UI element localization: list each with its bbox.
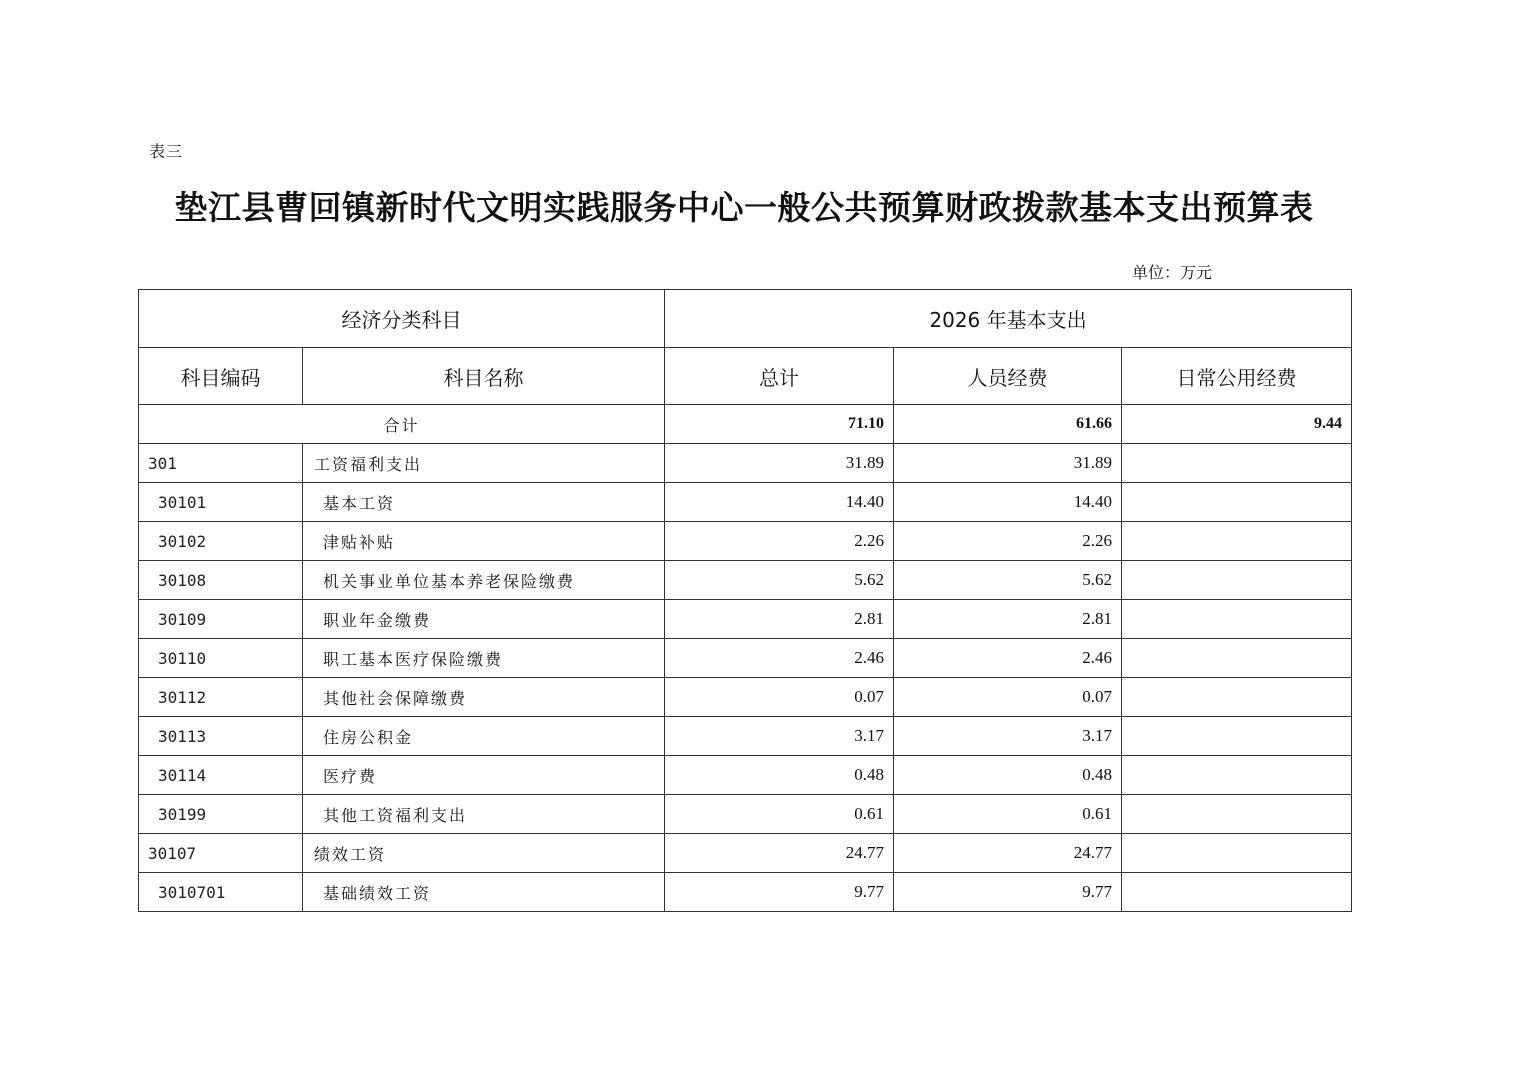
row-total: 0.61 bbox=[665, 795, 894, 834]
total-public: 9.44 bbox=[1122, 405, 1352, 444]
row-personnel: 24.77 bbox=[894, 834, 1122, 873]
header-name: 科目名称 bbox=[303, 348, 665, 405]
table-label: 表三 bbox=[149, 142, 184, 161]
table-row bbox=[139, 444, 1352, 483]
row-total: 0.07 bbox=[665, 678, 894, 717]
header-total: 总计 bbox=[665, 348, 894, 405]
row-name: 住房公积金 bbox=[303, 717, 665, 756]
row-name: 基本工资 bbox=[303, 483, 665, 522]
row-code: 30108 bbox=[139, 561, 303, 600]
row-personnel: 2.81 bbox=[894, 600, 1122, 639]
row-code: 30114 bbox=[139, 756, 303, 795]
row-personnel: 0.61 bbox=[894, 795, 1122, 834]
row-public bbox=[1122, 678, 1352, 717]
row-code: 30107 bbox=[139, 834, 303, 873]
row-personnel: 0.07 bbox=[894, 678, 1122, 717]
row-public bbox=[1122, 639, 1352, 678]
row-total: 2.81 bbox=[665, 600, 894, 639]
row-public bbox=[1122, 522, 1352, 561]
row-name: 医疗费 bbox=[303, 756, 665, 795]
header-economic-category: 经济分类科目 bbox=[139, 290, 665, 348]
table-row bbox=[139, 522, 1352, 561]
row-personnel: 0.48 bbox=[894, 756, 1122, 795]
row-total: 31.89 bbox=[665, 444, 894, 483]
row-public bbox=[1122, 873, 1352, 912]
row-public bbox=[1122, 444, 1352, 483]
row-total: 0.48 bbox=[665, 756, 894, 795]
table-row bbox=[139, 639, 1352, 678]
row-name: 其他社会保障缴费 bbox=[303, 678, 665, 717]
row-public bbox=[1122, 600, 1352, 639]
row-total: 2.46 bbox=[665, 639, 894, 678]
row-personnel: 5.62 bbox=[894, 561, 1122, 600]
row-total: 2.26 bbox=[665, 522, 894, 561]
total-label: 合计 bbox=[139, 405, 665, 444]
table-row bbox=[139, 756, 1352, 795]
row-code: 30112 bbox=[139, 678, 303, 717]
row-personnel: 9.77 bbox=[894, 873, 1122, 912]
row-personnel: 2.26 bbox=[894, 522, 1122, 561]
header-code: 科目编码 bbox=[139, 348, 303, 405]
total-total: 71.10 bbox=[665, 405, 894, 444]
row-code: 30101 bbox=[139, 483, 303, 522]
row-public bbox=[1122, 795, 1352, 834]
header-personnel: 人员经费 bbox=[894, 348, 1122, 405]
row-personnel: 31.89 bbox=[894, 444, 1122, 483]
row-public bbox=[1122, 717, 1352, 756]
row-personnel: 3.17 bbox=[894, 717, 1122, 756]
row-code: 301 bbox=[139, 444, 303, 483]
row-public bbox=[1122, 756, 1352, 795]
row-total: 14.40 bbox=[665, 483, 894, 522]
table-row bbox=[139, 561, 1352, 600]
row-code: 3010701 bbox=[139, 873, 303, 912]
row-code: 30199 bbox=[139, 795, 303, 834]
row-code: 30102 bbox=[139, 522, 303, 561]
total-personnel: 61.66 bbox=[894, 405, 1122, 444]
row-public bbox=[1122, 483, 1352, 522]
row-total: 9.77 bbox=[665, 873, 894, 912]
row-name: 其他工资福利支出 bbox=[303, 795, 665, 834]
row-name: 津贴补贴 bbox=[303, 522, 665, 561]
header-basic-expenditure: 2026 年基本支出 bbox=[665, 290, 1352, 348]
table-row bbox=[139, 600, 1352, 639]
row-personnel: 2.46 bbox=[894, 639, 1122, 678]
row-personnel: 14.40 bbox=[894, 483, 1122, 522]
row-total: 3.17 bbox=[665, 717, 894, 756]
table-row bbox=[139, 873, 1352, 912]
row-public bbox=[1122, 561, 1352, 600]
row-name: 机关事业单位基本养老保险缴费 bbox=[303, 561, 665, 600]
table-row bbox=[139, 483, 1352, 522]
row-name: 工资福利支出 bbox=[303, 444, 665, 483]
row-code: 30110 bbox=[139, 639, 303, 678]
row-name: 绩效工资 bbox=[303, 834, 665, 873]
row-total: 24.77 bbox=[665, 834, 894, 873]
budget-table bbox=[138, 289, 1352, 912]
page-title: 垫江县曹回镇新时代文明实践服务中心一般公共预算财政拨款基本支出预算表 bbox=[174, 188, 1314, 227]
table-row bbox=[139, 834, 1352, 873]
table-row bbox=[139, 717, 1352, 756]
row-name: 职工基本医疗保险缴费 bbox=[303, 639, 665, 678]
row-total: 5.62 bbox=[665, 561, 894, 600]
table-row bbox=[139, 678, 1352, 717]
row-public bbox=[1122, 834, 1352, 873]
total-row bbox=[139, 405, 1352, 444]
unit-note: 单位：万元 bbox=[1132, 263, 1213, 282]
row-name: 职业年金缴费 bbox=[303, 600, 665, 639]
row-name: 基础绩效工资 bbox=[303, 873, 665, 912]
row-code: 30113 bbox=[139, 717, 303, 756]
row-code: 30109 bbox=[139, 600, 303, 639]
header-public: 日常公用经费 bbox=[1122, 348, 1352, 405]
table-row bbox=[139, 795, 1352, 834]
